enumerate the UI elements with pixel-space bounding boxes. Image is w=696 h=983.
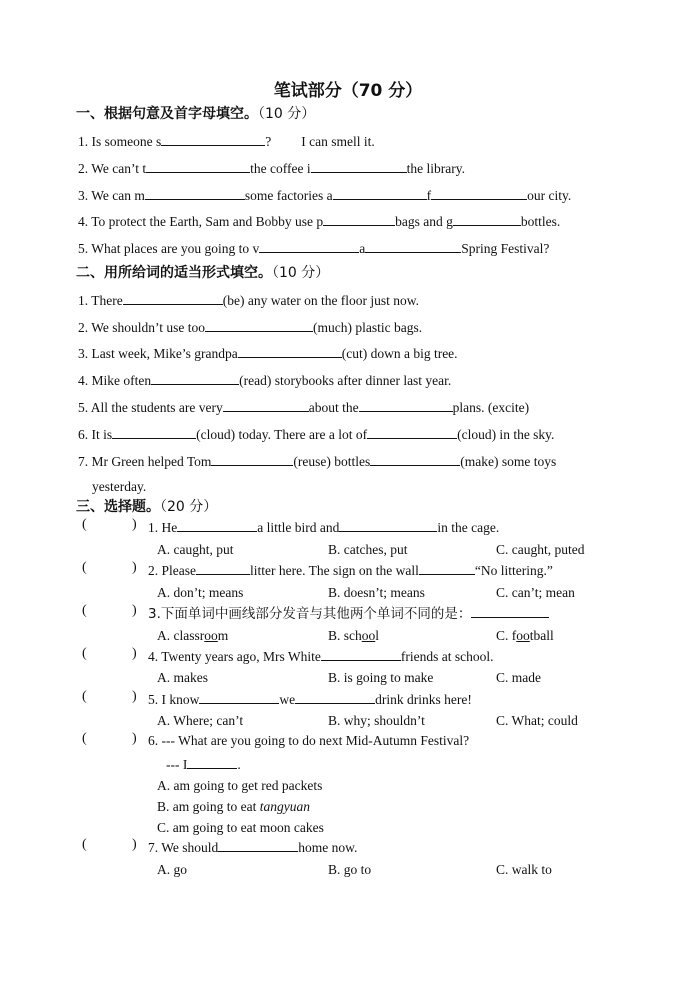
- s3-question-2: 2. Please litter here. The sign on the wall “No littering.”: [148, 563, 553, 578]
- answer-paren-open[interactable]: (: [82, 731, 87, 746]
- blank[interactable]: [187, 755, 237, 769]
- s3-question-5: 5. I know we drink drinks here!: [148, 692, 472, 707]
- s3-q5-option-b[interactable]: B. why; shouldn’t: [328, 713, 425, 728]
- blank[interactable]: [295, 690, 375, 704]
- s3-q4-option-c[interactable]: C. made: [496, 670, 541, 685]
- s2-question-3: 3. Last week, Mike’s grandpa (cut) down a big tree.: [78, 346, 458, 361]
- blank[interactable]: [453, 212, 521, 226]
- blank[interactable]: [370, 452, 460, 466]
- blank[interactable]: [365, 239, 461, 253]
- answer-paren-close: ): [132, 731, 137, 746]
- s2-question-5: 5. All the students are very about the plans. (excite): [78, 400, 530, 415]
- s2-question-7: 7. Mr Green helped Tom (reuse) bottles (make) some toys: [78, 454, 557, 469]
- s3-q4-option-a[interactable]: A. makes: [157, 670, 208, 685]
- s3-q3-option-c[interactable]: C. football: [496, 628, 554, 643]
- blank[interactable]: [419, 561, 475, 575]
- s3-question-1: 1. He a little bird and in the cage.: [148, 520, 500, 535]
- s3-q2-option-b[interactable]: B. doesn’t; means: [328, 585, 425, 600]
- blank[interactable]: [205, 318, 313, 332]
- section1-heading: 一、根据句意及首字母填空。（10 分）: [76, 106, 316, 122]
- blank[interactable]: [145, 186, 245, 200]
- answer-paren-close: ): [132, 560, 137, 575]
- s3-q7-option-c[interactable]: C. walk to: [496, 862, 552, 877]
- blank[interactable]: [218, 838, 298, 852]
- section3-heading: 三、选择题。（20 分）: [76, 499, 218, 515]
- answer-paren-open[interactable]: (: [82, 689, 87, 704]
- s3-q1-option-b[interactable]: B. catches, put: [328, 542, 408, 557]
- s3-q3-option-a[interactable]: A. classroom: [157, 628, 229, 643]
- s3-q2-option-a[interactable]: A. don’t; means: [157, 585, 244, 600]
- s2-question-6: 6. It is (cloud) today. There are a lot of (cloud) in the sky.: [78, 427, 555, 442]
- s1-question-5: 5. What places are you going to v a Spring Festival?: [78, 241, 550, 256]
- blank[interactable]: [196, 561, 250, 575]
- blank[interactable]: [259, 239, 359, 253]
- blank[interactable]: [211, 452, 293, 466]
- answer-paren-close: ): [132, 837, 137, 852]
- blank[interactable]: [321, 647, 401, 661]
- answer-paren-open[interactable]: (: [82, 560, 87, 575]
- answer-paren-close: ): [132, 603, 137, 618]
- blank[interactable]: [431, 186, 527, 200]
- blank[interactable]: [323, 212, 395, 226]
- s3-q6-option-a[interactable]: A. am going to get red packets: [157, 778, 323, 793]
- s2-question-2: 2. We shouldn’t use too (much) plastic bags.: [78, 320, 423, 335]
- blank[interactable]: [238, 344, 342, 358]
- answer-paren-close: ): [132, 517, 137, 532]
- blank[interactable]: [123, 291, 223, 305]
- blank[interactable]: [471, 604, 549, 618]
- s3-q3-option-b[interactable]: B. school: [328, 628, 380, 643]
- s3-q2-option-c[interactable]: C. can’t; mean: [496, 585, 575, 600]
- blank[interactable]: [311, 159, 407, 173]
- s3-question-6: 6. --- What are you going to do next Mid-Autumn Festival?: [148, 733, 470, 748]
- s1-question-2: 2. We can’t t the coffee i the library.: [78, 161, 465, 176]
- blank[interactable]: [333, 186, 427, 200]
- answer-paren-open[interactable]: (: [82, 646, 87, 661]
- page-title: 笔试部分（70 分）: [273, 81, 423, 101]
- s3-question-3: 3.下面单词中画线部分发音与其他两个单词不同的是：: [148, 604, 549, 623]
- section2-heading: 二、用所给词的适当形式填空。（10 分）: [76, 265, 330, 281]
- blank[interactable]: [359, 398, 453, 412]
- s3-q1-option-c[interactable]: C. caught, puted: [496, 542, 585, 557]
- s3-q5-option-c[interactable]: C. What; could: [496, 713, 578, 728]
- s1-question-4: 4. To protect the Earth, Sam and Bobby use p bags and g bottles.: [78, 214, 561, 229]
- s3-q1-option-a[interactable]: A. caught, put: [157, 542, 234, 557]
- blank[interactable]: [367, 425, 457, 439]
- s1-question-1: 1. Is someone s ? I can smell it.: [78, 134, 375, 149]
- blank[interactable]: [146, 159, 250, 173]
- s3-q6-option-b[interactable]: B. am going to eat tangyuan: [157, 799, 310, 814]
- answer-paren-open[interactable]: (: [82, 517, 87, 532]
- blank[interactable]: [112, 425, 196, 439]
- answer-paren-open[interactable]: (: [82, 837, 87, 852]
- s2-question-1: 1. There (be) any water on the floor just now.: [78, 293, 420, 308]
- s3-q7-option-b[interactable]: B. go to: [328, 862, 372, 877]
- s3-q4-option-b[interactable]: B. is going to make: [328, 670, 434, 685]
- s2-question-7-continued: yesterday.: [92, 479, 147, 494]
- blank[interactable]: [161, 132, 265, 146]
- answer-paren-open[interactable]: (: [82, 603, 87, 618]
- s1-question-3: 3. We can m some factories a f our city.: [78, 188, 572, 203]
- answer-paren-close: ): [132, 646, 137, 661]
- s3-q7-option-a[interactable]: A. go: [157, 862, 187, 877]
- s3-q5-option-a[interactable]: A. Where; can’t: [157, 713, 244, 728]
- blank[interactable]: [199, 690, 279, 704]
- blank[interactable]: [151, 371, 239, 385]
- blank[interactable]: [339, 518, 437, 532]
- s3-question-4: 4. Twenty years ago, Mrs White friends at school.: [148, 649, 494, 664]
- s3-q6-option-c[interactable]: C. am going to eat moon cakes: [157, 820, 324, 835]
- blank[interactable]: [223, 398, 309, 412]
- s3-question-6-reply: --- I .: [166, 757, 241, 772]
- s2-question-4: 4. Mike often (read) storybooks after dinner last year.: [78, 373, 452, 388]
- answer-paren-close: ): [132, 689, 137, 704]
- s3-question-7: 7. We should home now.: [148, 840, 358, 855]
- blank[interactable]: [177, 518, 257, 532]
